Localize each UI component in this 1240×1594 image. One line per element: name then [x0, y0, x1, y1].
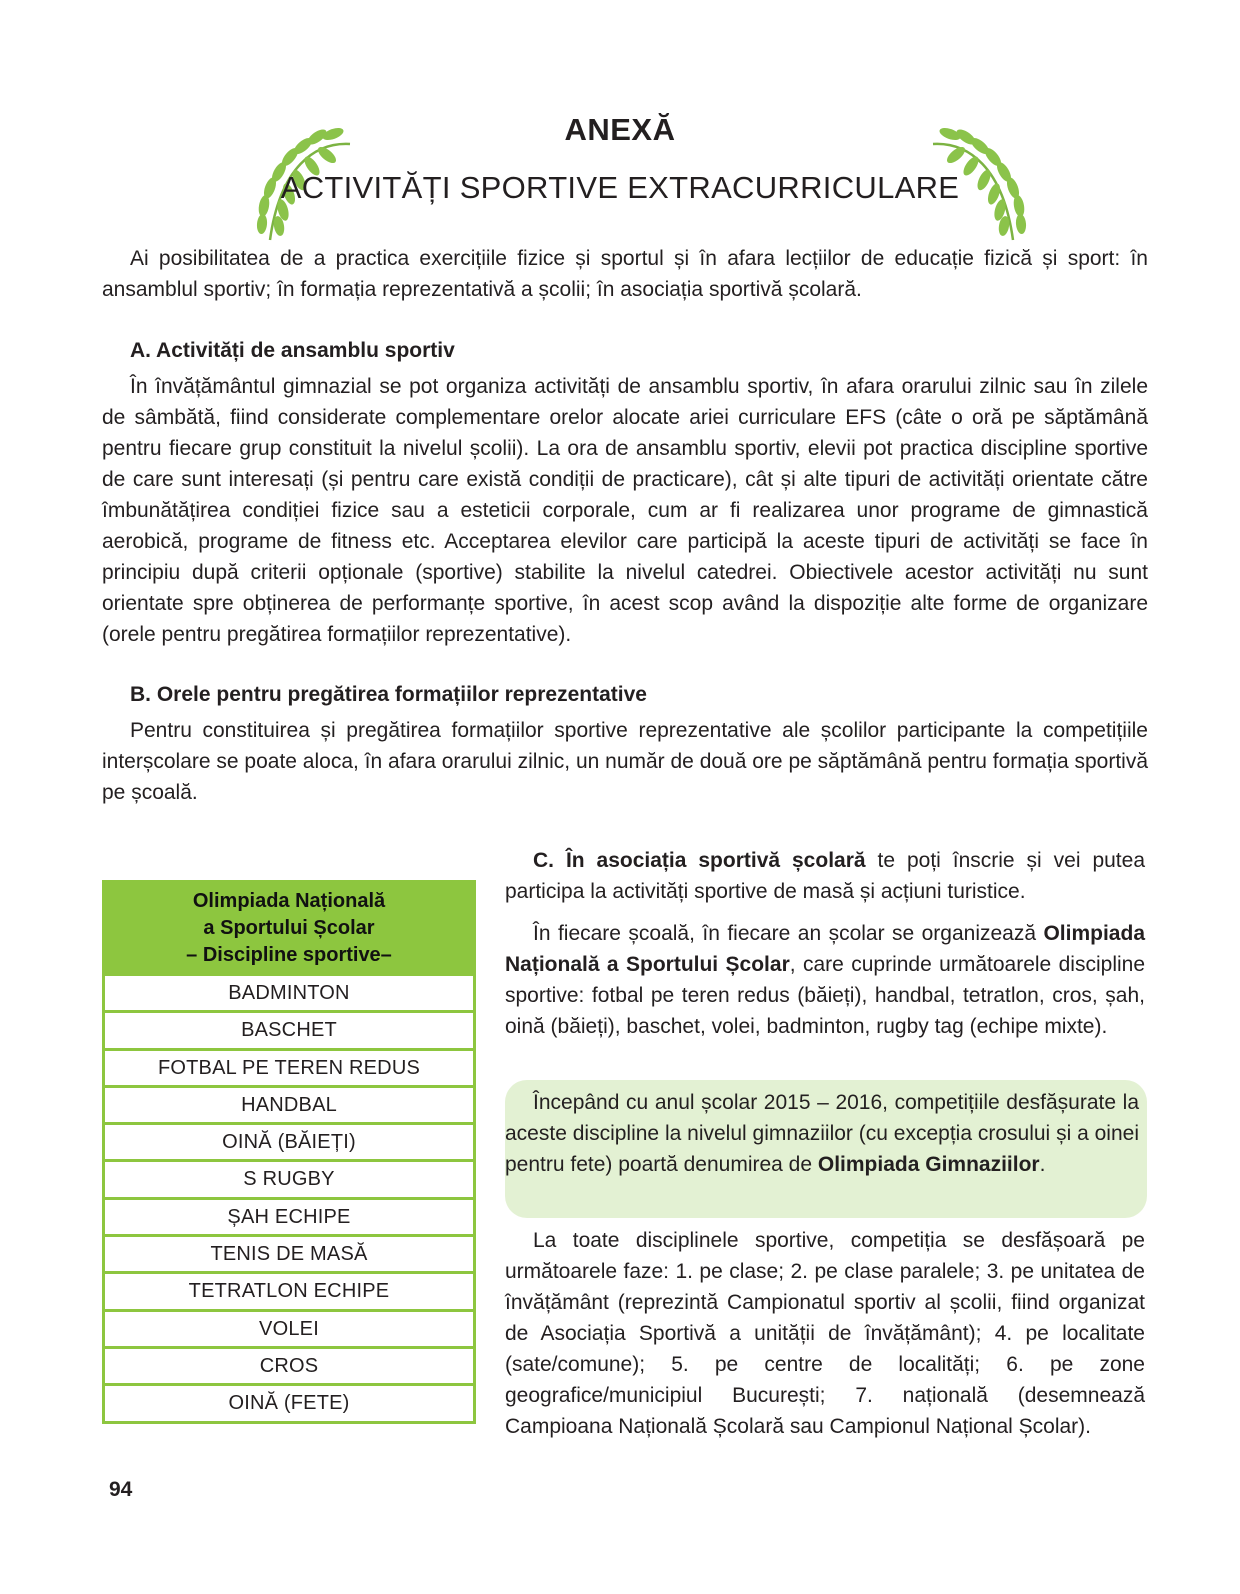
section-a-paragraph: [102, 371, 1148, 650]
callout-highlight: Olimpiada Gimnaziilor: [817, 1153, 1040, 1176]
page-number: 94: [109, 1478, 133, 1501]
table-header-line: Olimpiada Națională: [192, 890, 386, 912]
table-row: S RUGBY: [105, 1159, 473, 1196]
section-a-text: În învățământul gimnazial se pot organiza activități de ansamblu sportiv, în afara orarului zilnic sau în zilele de sâmbătă, fiind considerate complementare orelor alocate ariei curriculare EFS (câte o oră pe săptămână pentru fiecare grup constituit la nivelul școlii). La ora de ansamblu sportiv, elevii pot practica discipline sportive de care sunt interesați (și pentru care există condiții de practicare), cât și alte tipuri de activități orientate către îmbunătățirea condiției fizice sau a esteticii corporale, cum ar fi realizarea unor programe de gimnastică aerobică, programe de fitness etc. Acceptarea elevilor care participă la aceste tipuri de activități se face în principiu după criterii opționale (sportive) stabilite la nivelul catedrei. Obiectivele acestor activități nu sunt orientate spre obținerea de performanțe sportive, în acest scop având la dispoziție alte forme de organizare (orele pentru pregătirea formațiilor reprezentative).: [102, 375, 1148, 646]
section-b-text: Pentru constituirea și pregătirea formațiilor sportive reprezentative ale școlilor participante la competițiile interșcolare se poate aloca, în afara orarului zilnic, un număr de două ore pe săptămână pentru formația sportivă pe școală.: [102, 719, 1148, 804]
table-row: ȘAH ECHIPE: [105, 1197, 473, 1234]
table-row: VOLEI: [105, 1309, 473, 1346]
table-header: [105, 880, 473, 973]
table-header-line: a Sportului Școlar: [203, 917, 375, 939]
table-row: BASCHET: [105, 1010, 473, 1047]
olympiad-paragraph: [505, 918, 1145, 1042]
table-row: OINĂ (FETE): [105, 1383, 473, 1420]
phases-text: La toate disciplinele sportive, competiția se desfășoară pe următoarele faze: 1. pe clase; 2. pe clase paralele; 3. pe unitatea de învățământ (reprezintă Campionatul sportiv al școlii, fiind organizat de Asociația Sportivă a unității de învățământ); 4. pe localitate (sate/comune); 5. pe centre de localități; 6. pe zone geografice/municipiul București; 7. națională (desemnează Campioana Națională Școlară sau Campionul Național Școlar).: [505, 1229, 1145, 1438]
section-b-heading: B. Orele pentru pregătirea formațiilor reprezentative: [130, 683, 647, 706]
intro-paragraph: [102, 243, 1148, 305]
section-c-heading: C. În asociația sportivă școlară: [533, 849, 866, 872]
callout-end: .: [1039, 1153, 1046, 1176]
table-row: TETRATLON ECHIPE: [105, 1271, 473, 1308]
table-row: CROS: [105, 1346, 473, 1383]
table-header-line: – Discipline sportive–: [186, 944, 392, 966]
section-c-paragraph: [505, 845, 1145, 907]
sports-disciplines-table: [102, 880, 476, 1424]
page-subtitle: ACTIVITĂȚI SPORTIVE EXTRACURRICULARE: [280, 170, 960, 205]
table-row: HANDBAL: [105, 1085, 473, 1122]
table-row: BADMINTON: [105, 973, 473, 1010]
table-row: OINĂ (BĂIEȚI): [105, 1122, 473, 1159]
phases-paragraph: [505, 1225, 1145, 1442]
callout-paragraph: [505, 1087, 1143, 1180]
olympiad-text-rest: , care cuprinde următoarele discipline sportive: fotbal pe teren redus (băieți), handbal, tetratlon, cros, șah, oină (băieți), baschet, volei, badminton, rugby tag (echipe mixte).: [505, 953, 1146, 1038]
table-row: FOTBAL PE TEREN REDUS: [105, 1048, 473, 1085]
section-c-text: te poți înscrie și vei putea participa la activități sportive de masă și acțiuni turistice.: [505, 849, 1145, 903]
table-row: TENIS DE MASĂ: [105, 1234, 473, 1271]
olympiad-name: Olimpiada Națională a Sportului Școlar: [505, 922, 1145, 976]
intro-text: Ai posibilitatea de a practica exercițiile fizice și sportul și în afara lecțiilor de educație fizică și sport: în ansamblul sportiv; în formația reprezentativă a școlii; în asociația sportivă școlară.: [102, 247, 1148, 301]
section-a-heading: A. Activități de ansamblu sportiv: [130, 339, 455, 362]
section-b-paragraph: [102, 715, 1148, 808]
page-title: ANEXĂ: [564, 112, 676, 147]
callout-text: Începând cu anul școlar 2015 – 2016, competițiile desfășurate la aceste discipline la nivelul gimnaziilor (cu excepția crosului și a oinei pentru fete) poartă denumirea de: [505, 1091, 1139, 1176]
olympiad-text-start: În fiecare școală, în fiecare an școlar se organizează: [533, 922, 1044, 945]
